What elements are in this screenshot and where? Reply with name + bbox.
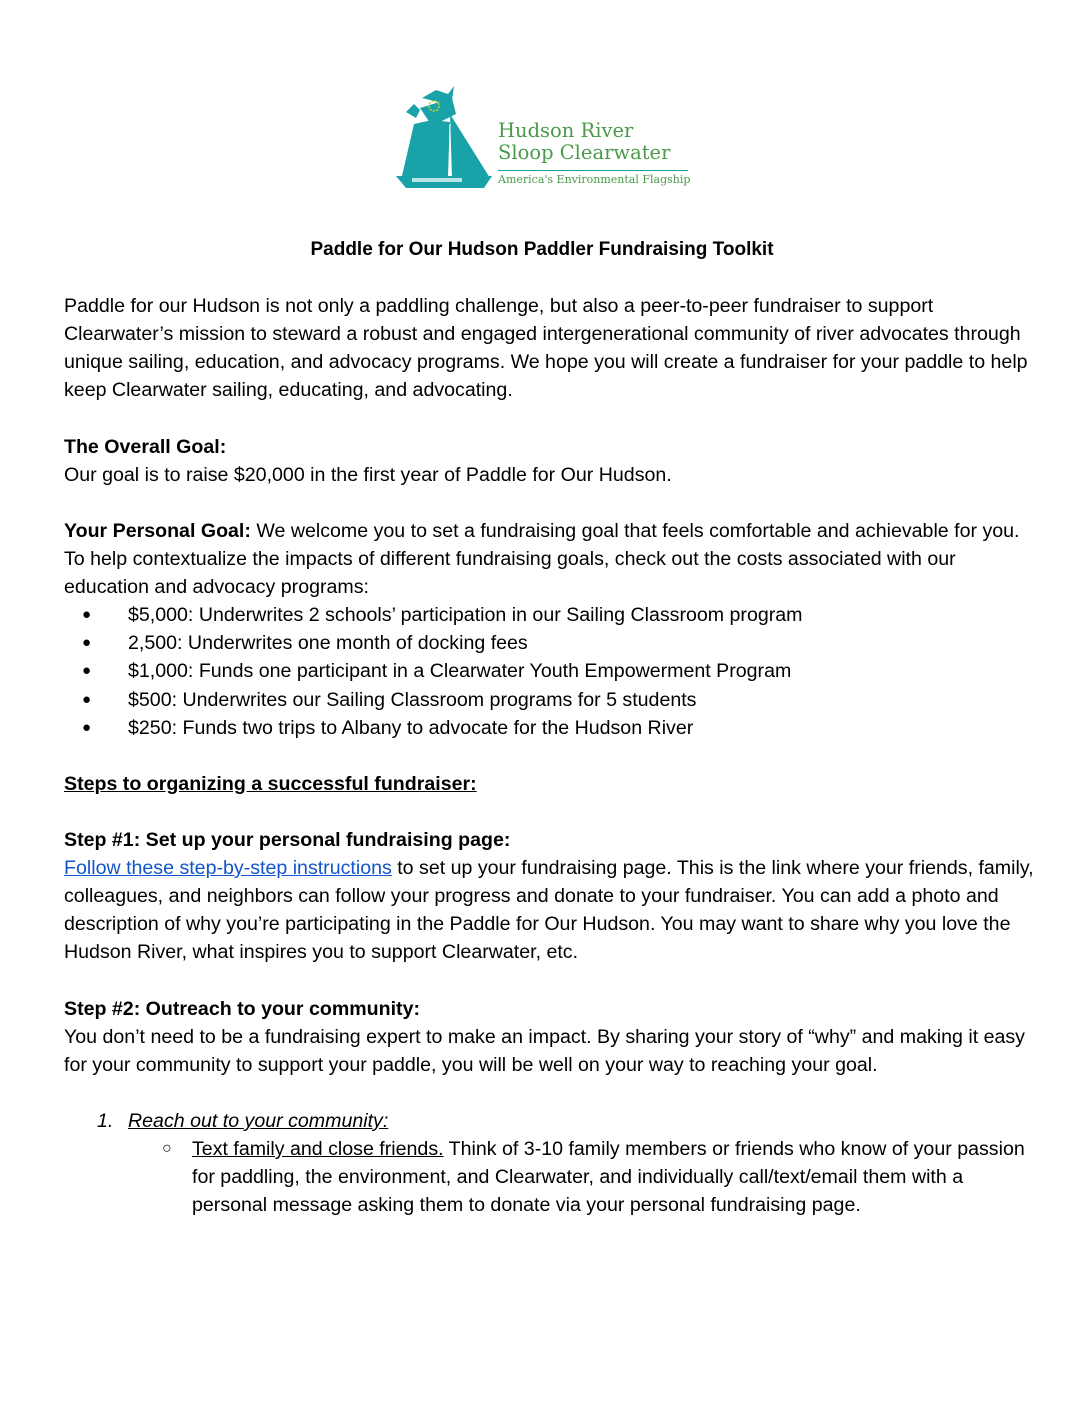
document-title: Paddle for Our Hudson Paddler Fundraising Toolkit (310, 239, 774, 260)
organization-logo (392, 84, 702, 194)
subitem-text: Think of 3-10 family members or friends who know of your passion for paddling, the environment, and Clearwater, and individually call/text/email them with a personal message asking them to donate via your personal fundraising page. (192, 1138, 1025, 1217)
personal-goal-heading: Your Personal Goal: (64, 519, 251, 542)
list-item (64, 1107, 1034, 1219)
logo-wordmark (498, 120, 690, 187)
steps-heading: Steps to organizing a successful fundraiser: (64, 772, 477, 795)
list-item: ● $1,000: Funds one participant in a Clearwater Youth Empowerment Program (64, 657, 1034, 685)
list-item (64, 1135, 1034, 1219)
document-body (64, 236, 1034, 1219)
list-item: ● $500: Underwrites our Sailing Classroom programs for 5 students (64, 686, 1034, 714)
personal-goal-paragraph (64, 517, 1034, 601)
outreach-list (64, 1107, 1034, 1219)
list-item: ● $5,000: Underwrites 2 schools’ participation in our Sailing Classroom program (64, 601, 1034, 629)
program-costs-list (64, 601, 1034, 741)
overall-goal-heading: The Overall Goal: (64, 435, 227, 458)
outreach-sublist (64, 1135, 1034, 1219)
logo-divider (498, 170, 688, 171)
intro-paragraph: Paddle for our Hudson is not only a paddling challenge, but also a peer-to-peer fundraiser to support Clearwater’s mission to steward a robust and engaged intergenerational community of river advocates through unique sailing, education, and advocacy programs. We hope you will create a fundraiser for your paddle to help keep Clearwater sailing, educating, and advocating. (64, 295, 1028, 402)
step1-paragraph (64, 854, 1034, 966)
list-item: ● $250: Funds two trips to Albany to advocate for the Hudson River (64, 714, 1034, 742)
logo-line-2: Sloop Clearwater (498, 141, 671, 164)
subitem-label: Text family and close friends. (192, 1138, 444, 1160)
step2-text: You don’t need to be a fundraising expert to make an impact. By sharing your story of “why” and making it easy for your community to support your paddle, you will be well on your way to reaching your goal. (64, 1025, 1025, 1076)
personal-goal-text: We welcome you to set a fundraising goal that feels comfortable and achievable for you. To help contextualize the impacts of different fundraising goals, check out the costs associated with our education and advocacy programs: (64, 519, 1020, 599)
list-number: 1. (97, 1109, 114, 1132)
logo-tagline: America's Environmental Flagship (498, 173, 691, 186)
sloop-sailboat-icon (392, 84, 496, 194)
list-item: ● 2,500: Underwrites one month of docking fees (64, 629, 1034, 657)
instructions-link[interactable]: Follow these step-by-step instructions (64, 857, 392, 880)
step1-text: to set up your fundraising page. This is the link where your friends, family, colleagues, and neighbors can follow your progress and donate to your fundraiser. You can add a photo and description of why you’re participating in the Paddle for Our Hudson. You may want to share why you love the Hudson River, what inspires you to support Clearwater, etc. (64, 857, 1034, 964)
step2-heading: Step #2: Outreach to your community: (64, 997, 421, 1020)
step1-heading: Step #1: Set up your personal fundraising page: (64, 828, 511, 851)
outreach-item-label: Reach out to your community: (128, 1109, 389, 1132)
hollow-bullet-icon: ○ (162, 1140, 172, 1157)
logo-line-1: Hudson River (498, 119, 634, 142)
overall-goal-text: Our goal is to raise $20,000 in the first year of Paddle for Our Hudson. (64, 463, 672, 486)
